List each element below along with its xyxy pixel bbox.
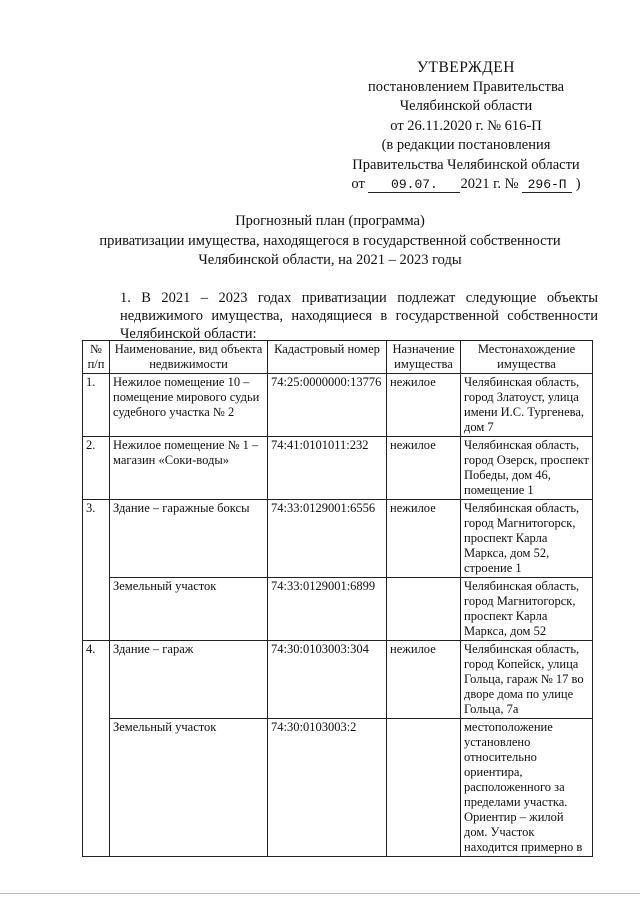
cell-name: Нежилое помещение № 1 – магазин «Соки-воды»: [110, 437, 268, 500]
header-location: Местонахождение имущества: [461, 341, 593, 374]
header-purpose: Назначение имущества: [387, 341, 461, 374]
cell-purpose: нежилое: [387, 437, 461, 500]
approval-date-line: [336, 175, 596, 195]
intro-text: 1. В 2021 – 2023 годах приватизации подлежат следующие объекты недвижимого имущества, находящиеся в государственной собственности Челябинской области:: [120, 290, 598, 342]
approval-line: Челябинской области: [399, 98, 533, 114]
intro-paragraph: [82, 289, 598, 343]
cell-cadastral: 74:33:0129001:6899: [268, 578, 387, 641]
cell-cadastral: 74:30:0103003:304: [268, 641, 387, 719]
approval-line: (в редакции постановления: [381, 137, 551, 153]
table-row: [83, 437, 593, 500]
approval-heading: УТВЕРЖДЕН: [417, 59, 515, 76]
approval-line: от 26.11.2020 г. № 616-П: [390, 117, 542, 134]
header-number: № п/п: [83, 341, 110, 374]
cell-number: 3.: [83, 500, 110, 641]
title-line: Челябинской области, на 2021 – 2023 годы: [198, 252, 462, 268]
table-row: [83, 500, 593, 578]
handwritten-number: 296-П: [522, 178, 572, 193]
approval-block: [336, 58, 596, 195]
cell-cadastral: 74:33:0129001:6556: [268, 500, 387, 578]
property-table: [82, 340, 593, 857]
cell-name: Земельный участок: [110, 719, 268, 857]
approval-line: Правительства Челябинской области: [352, 156, 580, 173]
page-bottom-edge: [0, 893, 640, 894]
table-row: [83, 719, 593, 857]
table-row: [83, 641, 593, 719]
table-row: [83, 578, 593, 641]
cell-name: Здание – гараж: [110, 641, 268, 719]
cell-purpose: [387, 719, 461, 857]
cell-location: местоположение установлено относительно ориентира, расположенного за пределами участка. Ориентир – жилой дом. Участок находится примерно в: [461, 719, 593, 857]
cell-number: 4.: [83, 641, 110, 857]
cell-name: Здание – гаражные боксы: [110, 500, 268, 578]
cell-purpose: нежилое: [387, 374, 461, 437]
cell-cadastral: 74:25:0000000:13776: [268, 374, 387, 437]
cell-location: Челябинская область, город Копейск, улица Гольца, гараж № 17 во дворе дома по улице Гольца, 7а: [461, 641, 593, 719]
title-line: приватизации имущества, находящегося в государственной собственности: [99, 232, 561, 249]
header-name: Наименование, вид объекта недвижимости: [110, 341, 268, 374]
year-text: 2021 г. №: [460, 176, 519, 192]
handwritten-date: 09.07.: [368, 178, 460, 193]
table-header-row: [83, 341, 593, 374]
title-line: Прогнозный план (программа): [235, 213, 425, 229]
document-title: [60, 212, 600, 271]
cell-cadastral: 74:41:0101011:232: [268, 437, 387, 500]
cell-number: 1.: [83, 374, 110, 437]
header-cadastral: Кадастровый номер: [268, 341, 387, 374]
table-row: [83, 374, 593, 437]
cell-cadastral: 74:30:0103003:2: [268, 719, 387, 857]
date-prefix: от: [351, 176, 365, 192]
cell-purpose: нежилое: [387, 500, 461, 578]
approval-line: постановлением Правительства: [367, 78, 565, 95]
cell-number: 2.: [83, 437, 110, 500]
cell-location: Челябинская область, город Магнитогорск, проспект Карла Маркса, дом 52, строение 1: [461, 500, 593, 578]
cell-location: Челябинская область, город Озерск, проспект Победы, дом 46, помещение 1: [461, 437, 593, 500]
cell-location: Челябинская область, город Магнитогорск, проспект Карла Маркса, дом 52: [461, 578, 593, 641]
closing-paren: ): [575, 176, 581, 192]
cell-location: Челябинская область, город Златоуст, улица имени И.С. Тургенева, дом 7: [461, 374, 593, 437]
cell-purpose: нежилое: [387, 641, 461, 719]
cell-name: Земельный участок: [110, 578, 268, 641]
cell-name: Нежилое помещение 10 – помещение мирового судьи судебного участка № 2: [110, 374, 268, 437]
cell-purpose: [387, 578, 461, 641]
